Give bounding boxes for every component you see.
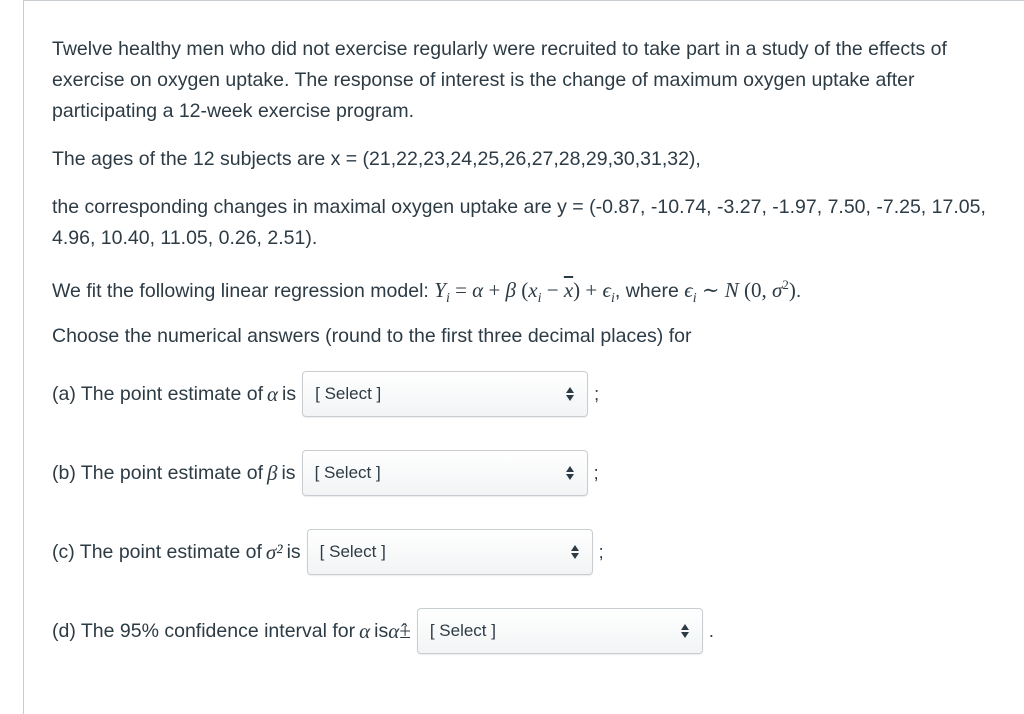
ages-text: The ages of the 12 subjects are x = (21,22,23,24,25,26,27,28,29,30,31,32), [52, 148, 701, 170]
part-a-symbol: α [267, 381, 279, 406]
part-d-suffix: is [374, 619, 389, 642]
part-d-symbol: α [359, 618, 371, 643]
part-a-prefix: (a) The point estimate of [52, 382, 263, 405]
part-c-select[interactable] [307, 529, 593, 575]
updown-caret-icon [565, 465, 575, 481]
model-where: , where [614, 280, 685, 302]
changes-text: the corresponding changes in maximal oxygen uptake are y = (-0.87, -10.74, -3.27, -1.97, 7.50, -7.25, 17.05, 4.96, 10.40, 11.05, 0.26, 2.51). [52, 196, 986, 249]
part-d-row [52, 606, 714, 656]
part-c-select-text: [ Select ] [319, 542, 386, 561]
part-d-punct: . [708, 620, 714, 641]
part-c-punct: ; [598, 541, 604, 562]
model-equation: $Y_i = \alpha + \beta$ $(x_i - \overline{x}) + \epsilon_i$ [434, 278, 615, 307]
part-c-prefix: (c) The point estimate of [52, 540, 262, 563]
part-c-suffix: is [286, 540, 301, 563]
model-text: We fit the following linear regression model: $Y_i = \alpha + \beta$ $(x_i - \overline{x}) + \epsilon_i$, where $\epsilon_i$ ∼ N (0, $\sigma^2$). [52, 277, 802, 307]
part-b-select[interactable] [302, 450, 588, 496]
intro-text: Twelve healthy men who did not exercise regularly were recruited to take part in a study of the effects of exercise on oxygen uptake. The response of interest is the change of maximum oxygen uptake after participating a 12-week exercise program. [52, 38, 947, 122]
part-c-row [52, 527, 604, 577]
part-b-select-text: [ Select ] [314, 463, 381, 482]
part-d-select[interactable] [417, 608, 703, 654]
instruction-text: Choose the numerical answers (round to the first three decimal places) for [52, 325, 692, 347]
question-container [23, 0, 1024, 714]
part-b-punct: ; [593, 462, 599, 483]
part-d-prefix: (d) The 95% confidence interval for [52, 619, 356, 642]
part-a-punct: ; [594, 383, 600, 404]
updown-caret-icon [565, 386, 575, 402]
part-c-symbol: σ² [265, 539, 283, 564]
part-b-suffix: is [281, 461, 296, 484]
updown-caret-icon [570, 544, 580, 560]
part-b-symbol: β [267, 460, 278, 485]
model-prefix: We fit the following linear regression model: [52, 280, 435, 302]
part-b-row [52, 448, 599, 498]
part-a-select-text: [ Select ] [315, 384, 382, 403]
part-d-select-text: [ Select ] [429, 621, 496, 640]
part-b-prefix: (b) The point estimate of [52, 461, 263, 484]
part-d-suffix-math: α̂± [388, 618, 411, 643]
part-a-select[interactable] [302, 371, 588, 417]
part-a-suffix: is [282, 382, 297, 405]
part-a-row [52, 369, 599, 419]
updown-caret-icon [680, 623, 690, 639]
error-distribution: $\epsilon_i$ ∼ N (0, $\sigma^2$) [684, 277, 796, 307]
